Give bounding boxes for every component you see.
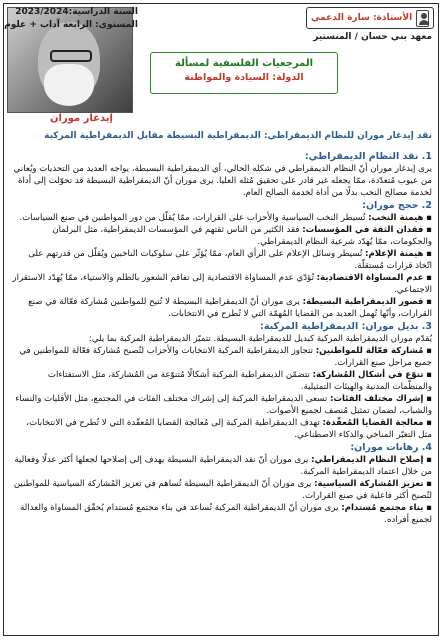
worksheet-page <box>3 3 439 636</box>
photo-caption: إيدغار موران <box>50 113 113 124</box>
header <box>4 4 438 126</box>
alternative-item: ▪ معالجة القضايا المُعقّدة: تهدف الديمقراطية المركبة إلى مُعالجة القضايا المُعقّدة التي لا تُطرح في الانتخابات، مثل التغيّر المناخي والذكاء الاصطناعي. <box>10 417 432 441</box>
portrait-glasses <box>50 50 92 62</box>
lesson-subtitle: الدولة: السيادة والمواطنة <box>184 72 304 83</box>
argument-item: ▪ قصور الديمقراطية البسيطة: يرى موران أنّ الديمقراطية البسيطة لا تُتيح للمواطنين مُشاركة فعّالة في صنع القرارات، وأنّها تُهمل العديد من القضايا المُهمّة التي لا تُطرح في الانتخابات. <box>10 296 432 320</box>
class-info <box>4 6 138 32</box>
section-1-heading: 1. نقد النظام الديمقراطي: <box>304 151 432 162</box>
teacher-icon <box>416 10 429 27</box>
portrait-beard <box>44 64 94 106</box>
lesson-title-box <box>150 52 338 94</box>
teacher-box <box>306 7 434 29</box>
teacher-name: الأستاذة: سارة الدعمي <box>311 13 413 23</box>
level-line: المستوى: الرابعة آداب + علوم <box>4 20 138 30</box>
school-year: السنة الدراسية:2023/2024 <box>15 7 138 17</box>
section-3-heading: 3. بديل موران: الديمقراطية المركبة: <box>260 321 432 332</box>
argument-item: ▪ فقدان الثقة في المؤسسات: فقد الكثير من الناس ثقتهم في المؤسسات الديمقراطية، مثل البرلمان والحكومات، ممّا يُهدّد شرعية النظام الديمقراطي. <box>10 224 432 248</box>
lesson-title: المرجعيات الفلسفية لمسألة <box>175 58 313 69</box>
stake-item: ▪ إصلاح النظام الديمقراطي: يرى موران أنّ نقد الديمقراطية البسيطة يهدف إلى إصلاحها لجعلها أكثر عدلًا وفعالية من خلال اعتماد الديمقراطية المركبة. <box>10 454 432 478</box>
section-4-heading: 4. رهانات موران: <box>350 442 432 453</box>
content <box>10 150 432 526</box>
alternative-item: ▪ إشراك مختلف الفئات: تسعى الديمقراطية المركبة إلى إشراك مختلف الفئات في المجتمع، مثل الأقليات والنساء والشباب، لضمان تمثيل مُنصف لجميع الأصوات. <box>10 393 432 417</box>
section-1-text: يرى إيدغار موران أنّ النظام الديمقراطي في شكله الحالي، أي الديمقراطية البسيطة، يواجه العديد من التحديات ويُعاني من عيوب مُتعدّدة، ممّا يجعله غير قادر على تحقيق مُثله العليا. يرى موران أنّ الديمقراطية البسيطة قد تحوّلت إلى أداة لخدمة مصالح النخب بدلًا من أداة لخدمة الصالح العام. <box>13 164 432 198</box>
section-3-intro: يُقدّم موران الديمقراطية المركبة كبديل للديمقراطية البسيطة. تتميّز الديمقراطية المركبة بما يلي: <box>88 334 432 344</box>
section-title: نقد إيدغار موران للنظام الديمقراطي: الديمقراطية البسيطة مقابل الديمقراطية المركبة <box>44 131 432 141</box>
alternative-item: ▪ مُشاركة فعّالة للمواطنين: تتجاوز الديمقراطية المركبة الانتخابات والأحزاب لتُصبح مُشاركة فعّالة للمواطنين في جميع مراحل صنع القرارات. <box>10 345 432 369</box>
argument-item: ▪ عدم المساواة الاقتصادية: تُؤدّي عدم المساواة الاقتصادية إلى تفاقم الشعور بالظلم والاستياء، ممّا يُهدّد الاستقرار الاجتماعي. <box>10 272 432 296</box>
stake-item: ▪ بناء مجتمع مُستدام: يرى موران أنّ الديمقراطية المركبة تُساعد في بناء مجتمع مُستدام يُحقّق المساواة والعدالة لجميع أفراده. <box>10 502 432 526</box>
alternative-item: ▪ تنوّع في أشكال المُشاركة: تتضمّن الديمقراطية المركبة أشكالًا مُتنوّعة من المُشاركة، مثل الاستفتاءات والمنظّمات المدنية والهيئات التمثيلية. <box>10 369 432 393</box>
stake-item: ▪ تعزيز المُشاركة السياسية: يرى موران أنّ الديمقراطية البسيطة تُساهم في تعزيز المُشاركة السياسية للمواطنين لتُصبح أكثر فاعلية في صنع القرارات. <box>10 478 432 502</box>
argument-item: ▪ هيمنة النخب: تُسيطر النخب السياسية والأحزاب على القرارات، ممّا يُقلّل من دور المواطنين في صنع السياسات. <box>10 212 432 224</box>
school-name: معهد بني حسان / المنستير <box>313 32 432 42</box>
argument-item: ▪ هيمنة الإعلام: تُسيطر وسائل الإعلام على الرأي العام، ممّا يُؤثّر على سلوكيات الناخبين ويُقلّل من قدرتهم على اتّخاذ قرارات مُستقلّة. <box>10 248 432 272</box>
section-2-heading: 2. حجج موران: <box>362 200 432 211</box>
